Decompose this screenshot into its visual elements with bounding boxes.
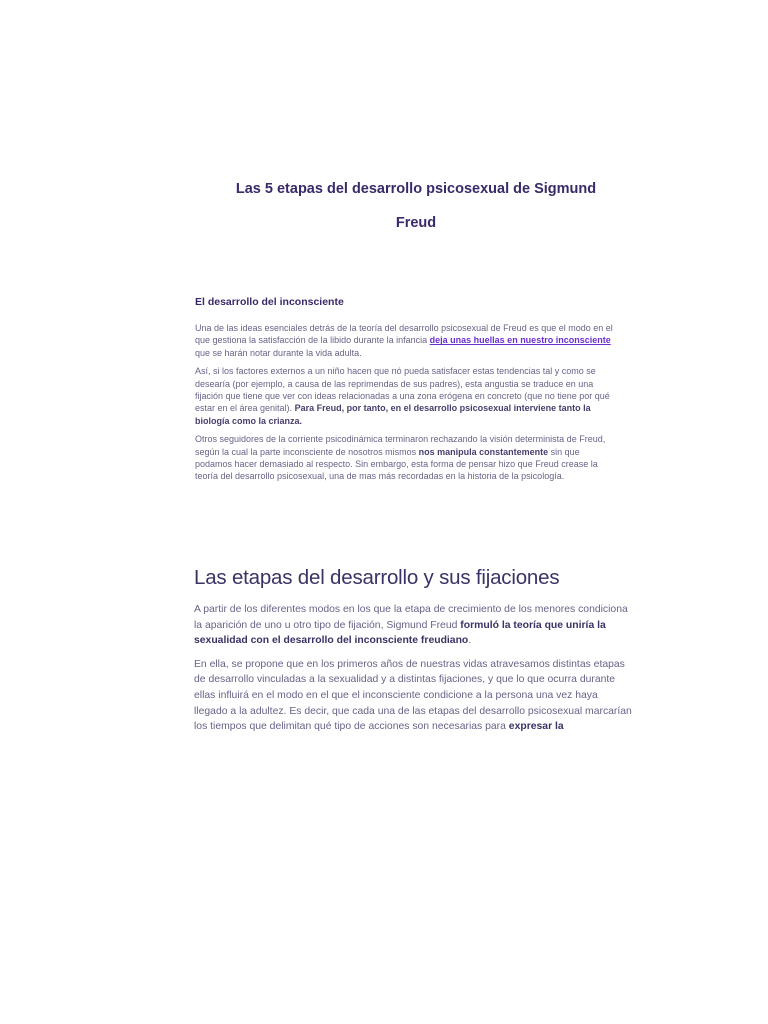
- paragraph-text: sin que podamos hacer demasiado al respecto. Sin embargo, esta forma de pensar hizo que Freud crease la teoría del desarrollo psicosexual, una de mas más recordadas en la historia de la psicología.: [195, 446, 598, 482]
- paragraph-text: Así, si los factores externos a un niño hacen que nó pueda satisfacer estas tendencias tal y como se desearía (por ejemplo, a causa de las reprimendas de sus padres), esta angustia se traduce en una fijación que tiene que ver con ideas relacionadas a una zona erógena en concreto (que no tiene por qué estar en el área genital).: [195, 366, 610, 414]
- paragraph: [195, 365, 615, 427]
- section-etapas: [194, 566, 634, 743]
- bold-text: Para Freud, por tanto, en el desarrollo psicosexual interviene tanto la biología como la crianza.: [195, 403, 591, 426]
- paragraph-text: En ella, se propone que en los primeros años de nuestras vidas atravesamos distintas etapas de desarrollo vinculadas a la sexualidad y a distintas fijaciones, y que lo que ocurra durante ellas influirá en el modo en el que el inconsciente condicione a la persona una vez haya llegado a la adultez. Es decir, que cada una de las etapas del desarrollo psicosexual marcarían los tiempos que delimitan qué tipo de acciones son necesarias para: [194, 658, 632, 733]
- paragraph-text: que se harán notar durante la vida adulta.: [195, 347, 362, 358]
- bold-text: formuló la teoría que uniría la sexualidad con el desarrollo del inconsciente freudiano: [194, 619, 606, 647]
- paragraph-text: .: [468, 635, 472, 647]
- paragraph: [195, 322, 615, 359]
- inline-link[interactable]: deja unas huellas en nuestro inconsciente: [429, 335, 611, 346]
- bold-text: nos manipula constantemente: [418, 446, 549, 457]
- section-heading: Las etapas del desarrollo y sus fijaciones: [194, 566, 560, 589]
- paragraph-text: Una de las ideas esenciales detrás de la teoría del desarrollo psicosexual de Freud es que el modo en el que gestiona la satisfacción de la libido durante la infancia: [195, 323, 613, 346]
- bold-text: expresar la: [508, 721, 564, 733]
- paragraph: [194, 657, 634, 735]
- paragraph-text: Otros seguidores de la corriente psicodinámica terminaron rechazando la visión determinista de Freud, según la cual la parte inconsciente de nosotros mismos: [195, 434, 606, 457]
- title-line-1: Las 5 etapas del desarrollo psicosexual de Sigmund: [235, 181, 597, 197]
- section-inconsciente: [195, 296, 615, 489]
- paragraph: [195, 433, 615, 483]
- paragraph-text: A partir de los diferentes modos en los que la etapa de crecimiento de los menores condiciona la aparición de uno u otro tipo de fijación, Sigmund Freud: [194, 604, 628, 631]
- title-line-2: Freud: [395, 215, 437, 231]
- paragraph: [194, 602, 634, 649]
- document-title: [196, 172, 636, 240]
- section-heading: El desarrollo del inconsciente: [195, 296, 344, 308]
